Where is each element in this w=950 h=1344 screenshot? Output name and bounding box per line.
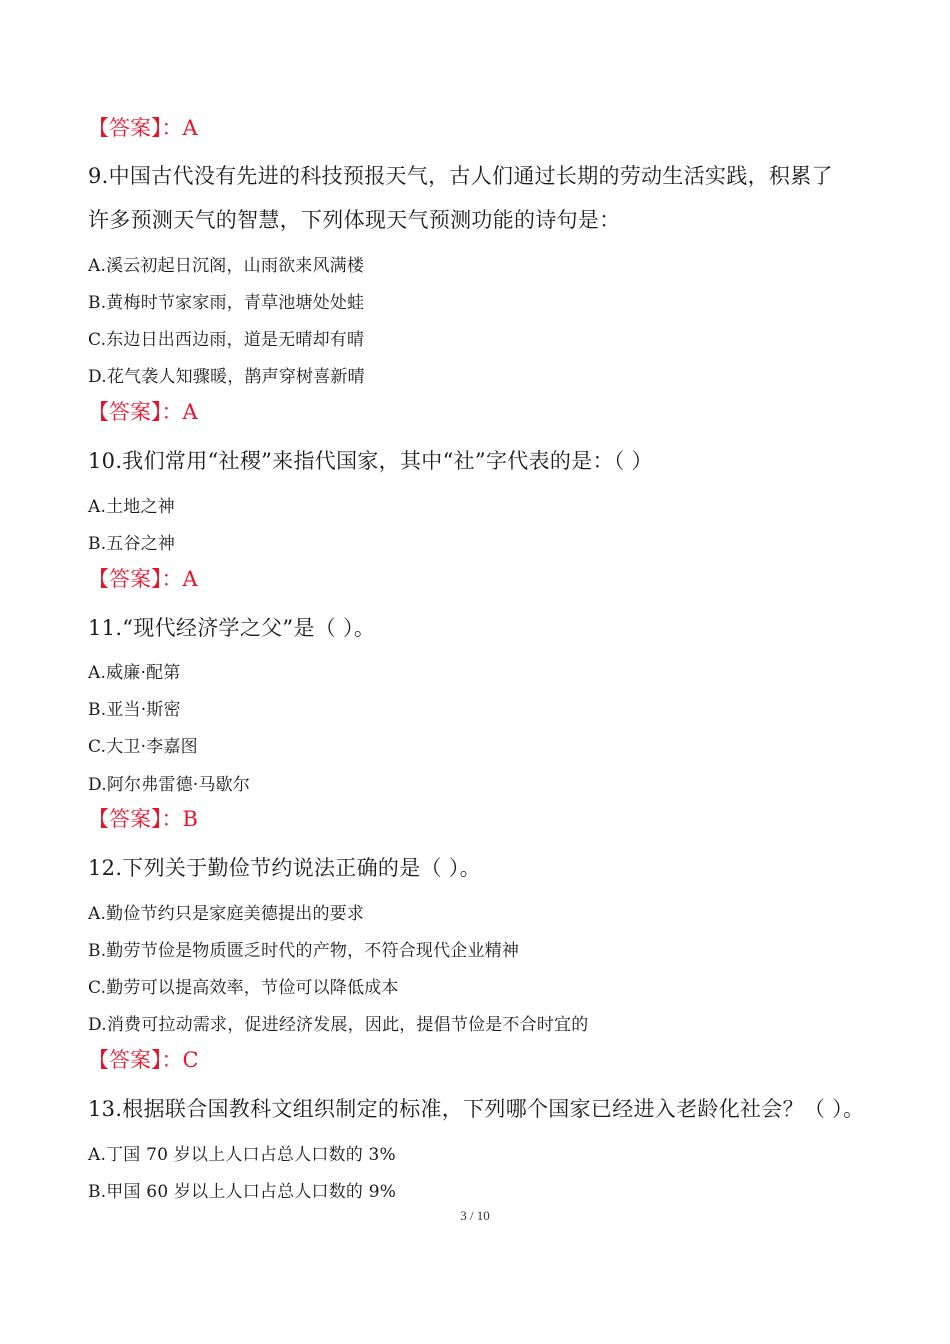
question-10-answer: 【答案】：A xyxy=(88,567,198,591)
question-13-option-b: B.甲国 60 岁以上人口占总人口数的 9% xyxy=(88,1182,397,1202)
question-9-answer: 【答案】：A xyxy=(88,400,198,424)
question-10-option-a: A.土地之神 xyxy=(88,497,175,517)
question-9-option-a: A.溪云初起日沉阁，山雨欲来风满楼 xyxy=(88,256,365,276)
question-12-option-a: A.勤俭节约只是家庭美德提出的要求 xyxy=(88,904,365,924)
page-number: 3 / 10 xyxy=(460,1208,490,1223)
question-11-option-c: C.大卫·李嘉图 xyxy=(88,737,198,757)
question-11-answer: 【答案】：B xyxy=(88,807,198,831)
question-11-option-b: B.亚当·斯密 xyxy=(88,700,181,720)
question-9-option-d: D.花气袭人知骤暖，鹊声穿树喜新晴 xyxy=(88,367,365,387)
question-9-text-continued: 许多预测天气的智慧，下列体现天气预测功能的诗句是： xyxy=(88,208,621,232)
question-12-answer: 【答案】：C xyxy=(88,1048,199,1072)
question-12-option-c: C.勤劳可以提高效率，节俭可以降低成本 xyxy=(88,978,399,998)
question-10-text: 10.我们常用“社稷”来指代国家，其中“社”字代表的是：（ ） xyxy=(88,449,653,473)
question-11-option-d: D.阿尔弗雷德·马歇尔 xyxy=(88,775,251,795)
question-9-option-c: C.东边日出西边雨，道是无晴却有晴 xyxy=(88,330,365,350)
question-12-option-b: B.勤劳节俭是物质匮乏时代的产物，不符合现代企业精神 xyxy=(88,941,520,961)
answer-label: 【答案】：A xyxy=(88,116,198,140)
question-12-text: 12.下列关于勤俭节约说法正确的是（ ）。 xyxy=(88,856,481,880)
question-9-option-b: B.黄梅时节家家雨，青草池塘处处蛙 xyxy=(88,293,365,313)
question-12-option-d: D.消费可拉动需求，促进经济发展，因此，提倡节俭是不合时宜的 xyxy=(88,1015,589,1035)
question-13-option-a: A.丁国 70 岁以上人口占总人口数的 3% xyxy=(88,1145,396,1165)
question-9-text: 9.中国古代没有先进的科技预报天气，古人们通过长期的劳动生活实践，积累了 xyxy=(88,164,833,188)
question-10-option-b: B.五谷之神 xyxy=(88,534,176,554)
question-13-text: 13.根据联合国教科文组织制定的标准，下列哪个国家已经进入老龄化社会？（ ）。 xyxy=(88,1097,865,1121)
question-11-text: 11.“现代经济学之父”是（ ）。 xyxy=(88,616,376,640)
question-11-option-a: A.威廉·配第 xyxy=(88,663,181,683)
